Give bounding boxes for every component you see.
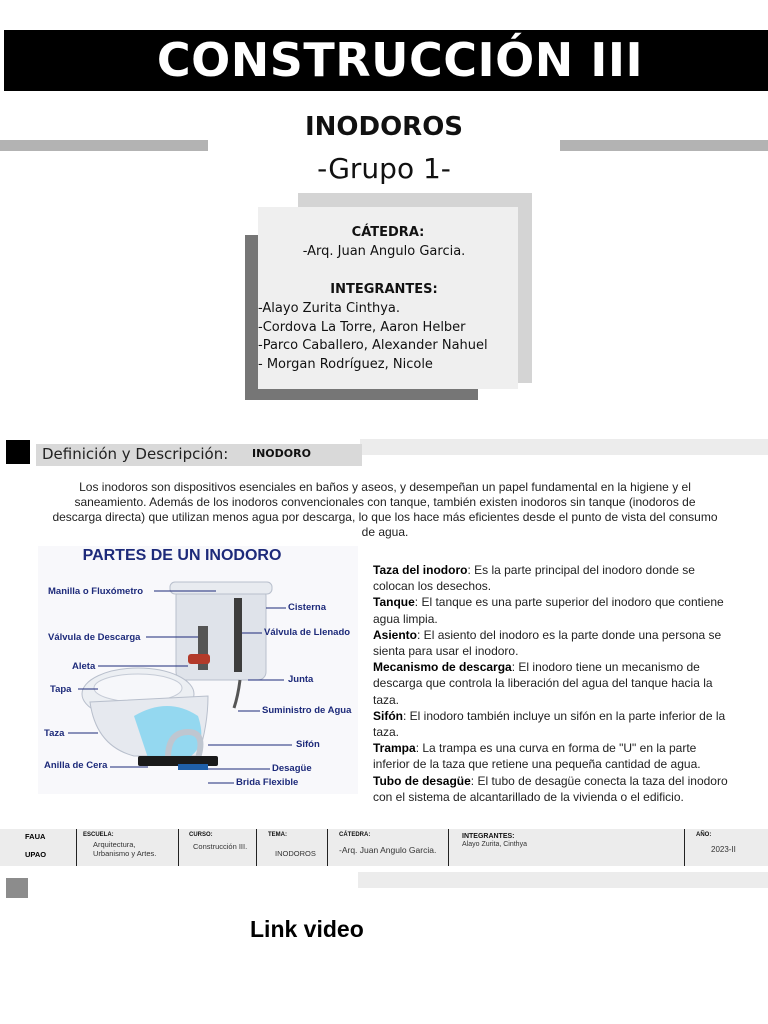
member-item: -Alayo Zurita Cinthya. — [258, 301, 401, 316]
footer-curso-value: Construcción III. — [193, 842, 248, 851]
part-term: Taza del inodoro — [373, 563, 468, 577]
diagram-title: PARTES DE UN INODORO — [82, 547, 282, 564]
part-desc: : El asiento del inodoro es la parte donde una persona se sienta para usar el inodoro. — [373, 627, 722, 659]
part-item — [373, 627, 735, 659]
part-term: Trampa — [373, 741, 416, 756]
footer-bullet — [6, 878, 28, 898]
footer-divider — [327, 829, 328, 866]
footer-escuela-value: Urbanismo y Artes. — [93, 849, 157, 858]
footer-faua: FAUA — [25, 832, 46, 841]
diagram-label: Manilla o Fluxómetro — [48, 586, 144, 597]
footer-catedra-label: CÁTEDRA: — [339, 832, 371, 838]
footer-tema-label: TEMA: — [268, 832, 287, 838]
footer-divider — [448, 829, 449, 866]
part-item — [373, 708, 735, 740]
member-item: -Cordova La Torre, Aaron Helber — [258, 320, 466, 335]
footer-divider — [76, 829, 77, 866]
integrantes-label: INTEGRANTES: — [330, 282, 438, 297]
flapper-shape — [188, 654, 210, 664]
footer-integrantes-value: Alayo Zurita, Cinthya — [462, 841, 527, 848]
diagram-label: Cisterna — [288, 602, 327, 613]
cover-title: INODOROS — [304, 112, 464, 142]
diagram-label: Taza — [44, 728, 65, 739]
member-item: -Parco Caballero, Alexander Nahuel — [258, 338, 488, 353]
footer-divider — [684, 829, 685, 866]
diagram-label: Aleta — [72, 661, 96, 672]
section-bullet — [6, 440, 30, 464]
cover-subtitle: -Grupo 1- — [317, 152, 451, 185]
footer-anio-label: AÑO: — [696, 832, 712, 838]
footer-strip — [358, 872, 768, 888]
diagram-label: Válvula de Llenado — [264, 627, 351, 638]
part-desc: : El inodoro también incluye un sifón en la parte inferior de la taza. — [373, 708, 726, 740]
part-desc: : El tubo de desagüe conecta la taza del inodoro con el sistema de alcantarillado de la vivienda o el edificio. — [373, 773, 728, 804]
section-label: Definición y Descripción: — [42, 445, 229, 463]
link-video[interactable]: Link video — [250, 916, 364, 942]
footer-escuela-label: ESCUELA: — [83, 832, 114, 838]
footer-divider — [256, 829, 257, 866]
part-item — [373, 562, 735, 594]
page-title: CONSTRUCCIÓN III — [156, 33, 644, 87]
part-item — [373, 740, 735, 772]
diagram-label: Tapa — [50, 684, 72, 695]
diagram-label: Brida Flexible — [236, 777, 299, 788]
drain-shape — [178, 764, 208, 770]
part-term: Sifón — [373, 708, 403, 723]
footer-anio-value: 2023-II — [711, 845, 736, 854]
section-tag: INODORO — [252, 447, 311, 460]
diagram-label: Anilla de Cera — [44, 760, 108, 771]
intro-paragraph: Los inodoros son dispositivos esenciales en baños y aseos, y desempeñan un papel fundamental en la higiene y el saneamiento. Además de los inodoros convencionales con tanque, también existen inodoros sin tanque (inodoros de descarga directa) que utilizan menos agua por descarga, lo que los hace más eficientes desde el punto de vista del consumo de agua. — [52, 480, 718, 539]
footer-upao: UPAO — [25, 850, 47, 859]
part-desc: : El tanque es una parte superior del inodoro que contiene agua limpia. — [373, 595, 724, 626]
footer-curso-label: CURSO: — [189, 832, 213, 838]
tank-lid-shape — [170, 582, 272, 594]
part-desc: : Es la parte principal del inodoro donde se colocan los desechos. — [373, 563, 695, 594]
part-term: Mecanismo de descarga — [373, 660, 512, 675]
diagram-label: Válvula de Descarga — [48, 632, 141, 643]
diagram-label: Sifón — [296, 739, 320, 750]
part-term: Tubo de desagüe — [373, 773, 471, 788]
footer-tema-value: INODOROS — [275, 849, 316, 858]
catedra-label: CÁTEDRA: — [351, 225, 425, 240]
diagram-label: Suministro de Agua — [262, 705, 352, 716]
part-item — [373, 594, 735, 626]
tank-shape — [176, 588, 266, 680]
catedra-value: -Arq. Juan Angulo Garcia. — [302, 244, 466, 259]
footer-divider — [178, 829, 179, 866]
footer-integrantes-label: INTEGRANTES: — [462, 833, 515, 840]
parts-list — [373, 562, 735, 805]
divider-right — [560, 140, 768, 151]
supply-pipe-shape — [234, 680, 240, 708]
section-strip — [360, 439, 768, 455]
part-item — [373, 773, 735, 805]
part-desc: : La trampa es una curva en forma de "U" en la parte inferior de la taza que retiene una pequeña cantidad de agua. — [373, 741, 701, 772]
divider-left — [0, 140, 208, 151]
part-term: Tanque — [373, 595, 415, 610]
member-item: - Morgan Rodríguez, Nicole — [258, 357, 433, 372]
diagram-label: Junta — [288, 674, 314, 685]
footer-escuela-value: Arquitectura, — [93, 840, 136, 849]
fill-valve-shape — [234, 598, 242, 672]
part-desc: : El inodoro tiene un mecanismo de descarga que controla la liberación del agua del tanque hacia la taza. — [373, 660, 713, 707]
part-term: Asiento — [373, 627, 418, 642]
footer-catedra-value: -Arq. Juan Angulo Garcia. — [339, 845, 437, 855]
part-item — [373, 659, 735, 708]
diagram-label: Desagüe — [272, 763, 312, 774]
